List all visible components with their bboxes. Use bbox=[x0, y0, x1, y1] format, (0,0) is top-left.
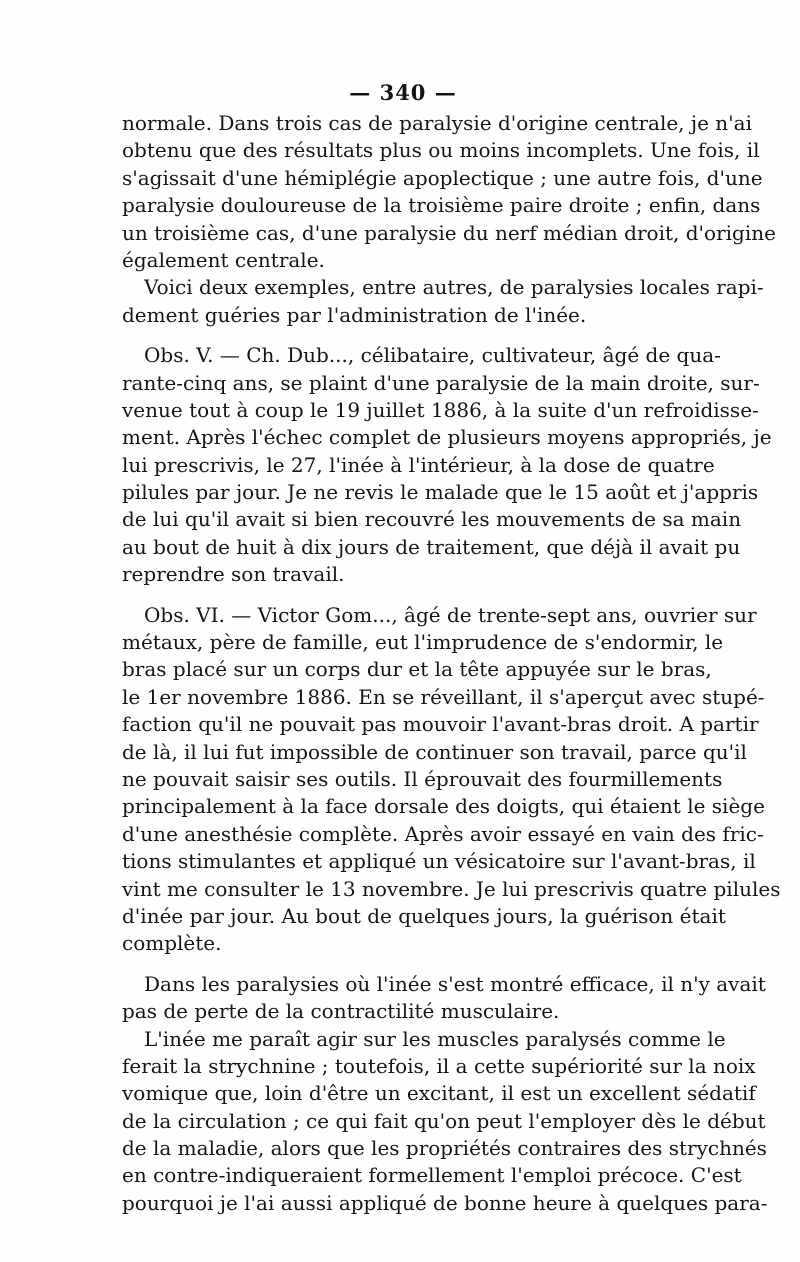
text-line: vomique que, loin d'être un excitant, il est un excellent sédatif bbox=[122, 1081, 756, 1106]
text-line: ne pouvait saisir ses outils. Il éprouvait des fourmillements bbox=[122, 766, 723, 791]
text-line: vint me consulter le 13 novembre. Je lui prescrivis quatre pilules bbox=[122, 876, 781, 901]
text-line: Obs. V. — Ch. Dub..., célibataire, cultivateur, âgé de qua- bbox=[144, 343, 721, 368]
text-line: rante-cinq ans, se plaint d'une paralysie de la main droite, sur- bbox=[122, 370, 760, 395]
text-line: pourquoi je l'ai aussi appliqué de bonne heure à quelques para- bbox=[122, 1190, 768, 1215]
paragraph-examples-intro bbox=[122, 274, 764, 329]
text-line: de lui qu'il avait si bien recouvré les mouvements de sa main bbox=[122, 507, 742, 532]
observation-v bbox=[122, 342, 772, 589]
text-line: d'inée par jour. Au bout de quelques jours, la guérison était bbox=[122, 903, 726, 928]
text-line: Voici deux exemples, entre autres, de paralysies locales rapi- bbox=[144, 275, 764, 300]
page-text bbox=[122, 76, 781, 1217]
text-line: dement guéries par l'administration de l'inée. bbox=[122, 302, 587, 327]
paragraph-gap bbox=[122, 589, 684, 602]
text-line: en contre-indiqueraient formellement l'emploi précoce. C'est bbox=[122, 1163, 742, 1188]
text-line: pas de perte de la contractilité musculaire. bbox=[122, 999, 560, 1024]
paragraph-gap bbox=[122, 958, 684, 971]
text-line: métaux, père de famille, eut l'imprudence de s'endormir, le bbox=[122, 630, 724, 655]
text-line: obtenu que des résultats plus ou moins incomplets. Une fois, il bbox=[122, 138, 760, 163]
text-line: L'inée me paraît agir sur les muscles paralysés comme le bbox=[144, 1026, 726, 1051]
text-line: également centrale. bbox=[122, 247, 325, 272]
text-line: tions stimulantes et appliqué un vésicatoire sur l'avant-bras, il bbox=[122, 849, 756, 874]
text-line: Obs. VI. — Victor Gom..., âgé de trente-sept ans, ouvrier sur bbox=[144, 602, 757, 627]
text-line: ment. Après l'échec complet de plusieurs moyens appropriés, je bbox=[122, 425, 772, 450]
text-line: principalement à la face dorsale des doigts, qui étaient le siège bbox=[122, 794, 765, 819]
text-line: lui prescrivis, le 27, l'inée à l'intérieur, à la dose de quatre bbox=[122, 452, 715, 477]
paragraph-continuation bbox=[122, 110, 776, 274]
text-line: ferait la strychnine ; toutefois, il a cette supériorité sur la noix bbox=[122, 1053, 756, 1078]
text-line: un troisième cas, d'une paralysie du nerf médian droit, d'origine bbox=[122, 220, 776, 245]
text-line: Dans les paralysies où l'inée s'est montré efficace, il n'y avait bbox=[144, 971, 766, 996]
text-line: le 1er novembre 1886. En se réveillant, il s'aperçut avec stupé- bbox=[122, 684, 765, 709]
paragraph-efficacy bbox=[122, 971, 766, 1026]
text-line: de la maladie, alors que les propriétés contraires des strychnés bbox=[122, 1136, 767, 1161]
text-line: venue tout à coup le 19 juillet 1886, à la suite d'un refroidisse- bbox=[122, 397, 759, 422]
text-line: paralysie douloureuse de la troisième paire droite ; enfin, dans bbox=[122, 193, 761, 218]
text-line: de là, il lui fut impossible de continuer son travail, parce qu'il bbox=[122, 739, 747, 764]
text-line: complète. bbox=[122, 931, 222, 956]
paragraph-gap bbox=[122, 329, 684, 342]
text-line: au bout de huit à dix jours de traitement, que déjà il avait pu bbox=[122, 534, 741, 559]
text-line: s'agissait d'une hémiplégie apoplectique ; une autre fois, d'une bbox=[122, 165, 763, 190]
text-line: de la circulation ; ce qui fait qu'on peut l'employer dès le début bbox=[122, 1108, 766, 1133]
page-number: — 340 — bbox=[349, 80, 457, 105]
text-line: reprendre son travail. bbox=[122, 562, 345, 587]
text-line: pilules par jour. Je ne revis le malade que le 15 août et j'appris bbox=[122, 480, 759, 505]
text-line: bras placé sur un corps dur et la tête appuyée sur le bras, bbox=[122, 657, 712, 682]
observation-vi bbox=[122, 602, 781, 958]
text-line: normale. Dans trois cas de paralysie d'origine centrale, je n'ai bbox=[122, 111, 752, 135]
text-line: faction qu'il ne pouvait pas mouvoir l'avant-bras droit. A partir bbox=[122, 712, 759, 737]
text-line: d'une anesthésie complète. Après avoir essayé en vain des fric- bbox=[122, 821, 764, 846]
paragraph-mechanism bbox=[122, 1026, 768, 1218]
